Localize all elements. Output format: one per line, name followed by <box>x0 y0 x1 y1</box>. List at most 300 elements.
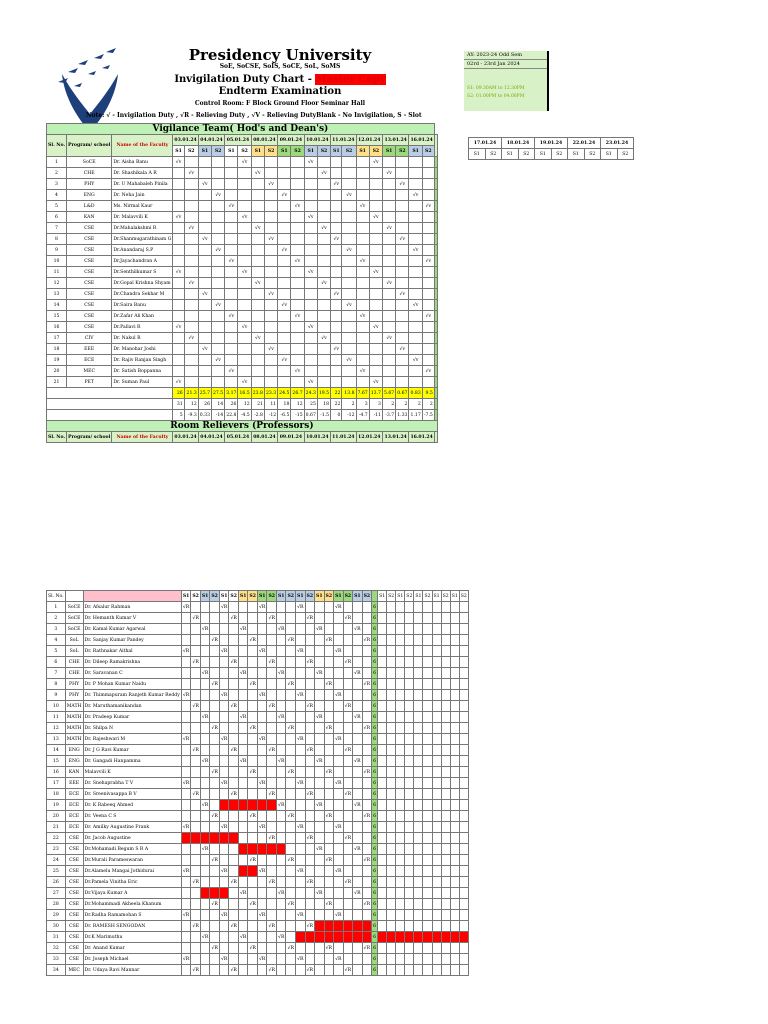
duty-cell: √R <box>305 701 315 712</box>
spacer-cell <box>434 399 437 410</box>
duty-cell <box>238 734 248 745</box>
duty-cell <box>396 833 405 844</box>
duty-cell <box>387 866 396 877</box>
spacer-cell <box>434 377 437 388</box>
duty-cell: √v <box>173 212 184 223</box>
total-cell: -12 <box>264 410 277 421</box>
duty-cell <box>315 701 325 712</box>
duty-cell <box>184 190 198 201</box>
duty-cell <box>278 377 291 388</box>
total-cell: -7.5 <box>422 410 434 421</box>
duty-cell <box>356 245 369 256</box>
duty-cell: √R <box>315 888 325 899</box>
duty-cell <box>238 168 251 179</box>
duty-cell <box>198 256 211 267</box>
row-program: SoL <box>65 646 83 657</box>
duty-cell <box>304 300 317 311</box>
duty-cell <box>315 877 325 888</box>
row-faculty-name: Dr.Gopal Krishna Shyam <box>112 278 173 289</box>
duty-cell <box>267 635 277 646</box>
duty-cell <box>405 822 414 833</box>
duty-cell: √R <box>276 888 286 899</box>
slot-label: S1 <box>200 591 210 602</box>
duty-cell <box>191 624 201 635</box>
spacer-cell <box>434 234 437 245</box>
row-number: 24 <box>47 855 66 866</box>
duty-cell <box>251 344 264 355</box>
duty-cell <box>210 668 220 679</box>
duty-cell <box>248 602 258 613</box>
duty-cell <box>441 789 450 800</box>
duty-cell <box>396 668 405 679</box>
duty-cell <box>248 866 258 877</box>
slot-label: S2 <box>342 146 356 157</box>
duty-cell <box>257 767 267 778</box>
row-program: EEE <box>67 344 112 355</box>
duty-cell <box>264 201 277 212</box>
duty-cell <box>459 712 468 723</box>
duty-cell <box>378 668 387 679</box>
duty-cell <box>432 767 441 778</box>
duty-cell <box>219 921 229 932</box>
duty-cell <box>387 811 396 822</box>
row-faculty-name: Dr. Rajiv Ranjan Singh <box>112 355 173 366</box>
duty-cell <box>225 234 238 245</box>
duty-cell <box>229 712 239 723</box>
duty-cell: √R <box>257 690 267 701</box>
spacer-cell <box>434 311 437 322</box>
duty-cell <box>362 624 372 635</box>
duty-cell <box>184 212 198 223</box>
duty-cell <box>423 965 432 976</box>
duty-cell <box>291 377 304 388</box>
duty-cell: √v <box>317 278 330 289</box>
duty-cell <box>369 223 382 234</box>
duty-cell <box>422 333 434 344</box>
duty-cell <box>331 223 342 234</box>
duty-cell: √R <box>343 789 353 800</box>
duty-cell: √R <box>210 943 220 954</box>
table-row <box>47 322 438 333</box>
duty-cell: √R <box>267 789 277 800</box>
spacer-cell: 6 <box>372 800 378 811</box>
duty-cell <box>432 954 441 965</box>
duty-cell <box>405 646 414 657</box>
total-cell: 0.67 <box>304 410 317 421</box>
duty-cell <box>459 888 468 899</box>
duty-cell <box>225 278 238 289</box>
duty-cell <box>291 300 304 311</box>
duty-cell <box>264 190 277 201</box>
duty-cell <box>405 767 414 778</box>
duty-cell <box>317 256 330 267</box>
totals-row <box>47 399 438 410</box>
duty-cell <box>405 668 414 679</box>
duty-cell: √R <box>191 745 201 756</box>
duty-cell <box>286 877 296 888</box>
spacer-cell: 6 <box>372 789 378 800</box>
duty-cell: √R <box>362 943 372 954</box>
duty-cell <box>251 190 264 201</box>
duty-cell <box>317 179 330 190</box>
duty-cell <box>219 613 229 624</box>
row-program: CSE <box>67 256 112 267</box>
duty-cell <box>324 866 334 877</box>
duty-cell: √R <box>296 646 306 657</box>
duty-cell <box>229 811 239 822</box>
duty-cell <box>286 833 296 844</box>
row-program: MATH <box>65 712 83 723</box>
duty-cell <box>267 624 277 635</box>
duty-cell <box>286 888 296 899</box>
date-header: 13.01.24 <box>382 432 408 443</box>
duty-cell <box>264 311 277 322</box>
duty-cell <box>181 943 191 954</box>
duty-cell <box>257 844 267 855</box>
duty-cell <box>276 965 286 976</box>
duty-cell <box>459 778 468 789</box>
duty-cell <box>387 789 396 800</box>
duty-cell <box>378 877 387 888</box>
duty-cell: √v <box>173 267 184 278</box>
spacer-cell: 6 <box>372 756 378 767</box>
slot-label: S1 <box>469 149 486 160</box>
duty-cell <box>422 212 434 223</box>
duty-cell <box>212 212 225 223</box>
duty-cell <box>378 910 387 921</box>
duty-cell <box>305 679 315 690</box>
spacer-cell: 6 <box>372 811 378 822</box>
duty-cell <box>238 234 251 245</box>
duty-cell <box>276 679 286 690</box>
duty-cell <box>229 855 239 866</box>
duty-cell <box>286 778 296 789</box>
duty-cell <box>396 822 405 833</box>
duty-cell: √v <box>173 157 184 168</box>
duty-cell <box>238 223 251 234</box>
duty-cell <box>441 723 450 734</box>
duty-cell <box>459 602 468 613</box>
table-row <box>47 778 469 789</box>
duty-cell <box>317 377 330 388</box>
duty-cell <box>369 234 382 245</box>
table-row <box>47 943 469 954</box>
row-faculty-name: Malavvili K <box>83 767 181 778</box>
duty-cell <box>441 778 450 789</box>
duty-cell <box>251 256 264 267</box>
duty-cell <box>405 701 414 712</box>
row-program: CSE <box>67 223 112 234</box>
duty-cell <box>200 646 210 657</box>
duty-cell <box>414 701 423 712</box>
duty-cell <box>459 877 468 888</box>
duty-cell: √v <box>264 179 277 190</box>
duty-cell <box>291 157 304 168</box>
duty-cell <box>184 377 198 388</box>
duty-cell <box>238 789 248 800</box>
duty-cell: √v <box>212 245 225 256</box>
duty-cell <box>441 888 450 899</box>
duty-cell <box>198 322 211 333</box>
duty-cell <box>362 932 372 943</box>
duty-cell <box>387 679 396 690</box>
duty-cell <box>382 300 395 311</box>
duty-cell <box>257 679 267 690</box>
date-header: 12.01.24 <box>356 135 382 146</box>
duty-cell <box>248 690 258 701</box>
duty-cell <box>387 712 396 723</box>
duty-cell <box>396 646 405 657</box>
total-cell: -15 <box>291 410 304 421</box>
duty-cell <box>362 778 372 789</box>
duty-cell <box>414 954 423 965</box>
row-program: CSE <box>65 899 83 910</box>
duty-cell <box>396 943 405 954</box>
duty-cell <box>382 234 395 245</box>
duty-cell <box>251 311 264 322</box>
duty-cell <box>441 657 450 668</box>
duty-cell <box>441 767 450 778</box>
duty-cell <box>423 668 432 679</box>
duty-cell <box>353 789 363 800</box>
duty-cell <box>356 289 369 300</box>
duty-cell <box>198 245 211 256</box>
duty-cell <box>387 833 396 844</box>
duty-cell <box>200 690 210 701</box>
duty-cell <box>423 844 432 855</box>
duty-cell: √R <box>181 602 191 613</box>
duty-cell <box>409 234 422 245</box>
duty-cell <box>362 668 372 679</box>
duty-cell <box>343 778 353 789</box>
duty-cell: √R <box>229 877 239 888</box>
duty-cell <box>409 157 422 168</box>
duty-cell <box>441 613 450 624</box>
slot-label: S2 <box>343 591 353 602</box>
row-number: 20 <box>47 811 66 822</box>
duty-cell <box>459 844 468 855</box>
duty-cell: √R <box>200 844 210 855</box>
total-cell: -11 <box>369 410 382 421</box>
row-program: SoCE <box>67 157 112 168</box>
duty-cell <box>238 855 248 866</box>
duty-cell: √R <box>238 932 248 943</box>
duty-cell: √v <box>173 377 184 388</box>
duty-cell <box>334 624 344 635</box>
duty-cell <box>396 690 405 701</box>
duty-cell <box>343 921 353 932</box>
duty-cell <box>387 888 396 899</box>
duty-cell <box>317 355 330 366</box>
duty-cell <box>414 822 423 833</box>
duty-cell <box>267 822 277 833</box>
row-program: L&D <box>67 201 112 212</box>
duty-cell <box>278 267 291 278</box>
duty-cell <box>423 833 432 844</box>
duty-cell <box>248 613 258 624</box>
duty-cell <box>432 800 441 811</box>
duty-cell <box>405 690 414 701</box>
duty-cell: √v <box>409 190 422 201</box>
row-program: CHE <box>67 168 112 179</box>
duty-cell <box>459 943 468 954</box>
slot-label: S1 <box>382 146 395 157</box>
duty-cell <box>191 668 201 679</box>
duty-cell <box>382 201 395 212</box>
spacer-cell: 6 <box>372 624 378 635</box>
totals-row <box>47 388 438 399</box>
duty-cell <box>356 344 369 355</box>
duty-cell <box>229 734 239 745</box>
duty-cell: √R <box>229 745 239 756</box>
duty-cell <box>184 300 198 311</box>
duty-cell <box>291 333 304 344</box>
duty-cell <box>276 855 286 866</box>
row-program: ENG <box>67 190 112 201</box>
row-number: 27 <box>47 888 66 899</box>
row-number: 14 <box>47 745 66 756</box>
duty-cell <box>291 168 304 179</box>
duty-cell <box>396 866 405 877</box>
row-faculty-name: Dr.Saira Banu <box>112 300 173 311</box>
duty-cell <box>304 223 317 234</box>
duty-cell <box>405 723 414 734</box>
duty-cell <box>331 201 342 212</box>
duty-cell <box>219 701 229 712</box>
duty-cell <box>291 212 304 223</box>
duty-cell <box>405 778 414 789</box>
duty-cell <box>296 965 306 976</box>
duty-cell: √R <box>305 745 315 756</box>
row-program: EEE <box>65 778 83 789</box>
duty-cell <box>181 635 191 646</box>
duty-cell <box>191 778 201 789</box>
duty-cell <box>423 899 432 910</box>
duty-cell <box>315 613 325 624</box>
duty-cell <box>369 366 382 377</box>
duty-cell <box>257 877 267 888</box>
duty-cell <box>387 690 396 701</box>
duty-cell <box>356 179 369 190</box>
slot-label: S1 <box>257 591 267 602</box>
duty-cell <box>441 712 450 723</box>
duty-cell <box>353 954 363 965</box>
duty-cell <box>278 157 291 168</box>
duty-cell: √R <box>353 888 363 899</box>
duty-cell <box>267 778 277 789</box>
duty-cell <box>343 943 353 954</box>
table-row <box>47 899 469 910</box>
duty-cell <box>238 300 251 311</box>
row-number: 5 <box>47 201 67 212</box>
duty-cell <box>405 635 414 646</box>
row-program: CSE <box>65 943 83 954</box>
spacer-cell <box>434 168 437 179</box>
row-faculty-name: Dr. Amilky Augustine Frank <box>83 822 181 833</box>
spacer-cell: 6 <box>372 888 378 899</box>
duty-cell: √R <box>286 855 296 866</box>
duty-cell: √R <box>257 954 267 965</box>
row-program: ECE <box>65 822 83 833</box>
duty-cell <box>450 668 459 679</box>
duty-cell <box>315 635 325 646</box>
row-program: CSE <box>67 289 112 300</box>
duty-cell <box>450 844 459 855</box>
duty-cell: √R <box>296 910 306 921</box>
duty-cell <box>210 602 220 613</box>
duty-cell <box>198 278 211 289</box>
duty-cell: √R <box>219 910 229 921</box>
duty-cell <box>296 712 306 723</box>
duty-cell: √v <box>304 212 317 223</box>
slot-label: S2 <box>405 591 414 602</box>
duty-cell <box>212 278 225 289</box>
duty-cell <box>248 888 258 899</box>
duty-cell <box>212 157 225 168</box>
duty-cell <box>191 767 201 778</box>
slot-label: S1 <box>432 591 441 602</box>
duty-cell <box>405 657 414 668</box>
duty-cell <box>276 745 286 756</box>
duty-cell <box>229 888 239 899</box>
duty-cell <box>324 954 334 965</box>
duty-cell <box>238 954 248 965</box>
duty-cell: √R <box>248 679 258 690</box>
table-row <box>47 745 469 756</box>
date-header: 23.01.24 <box>601 138 634 149</box>
row-program: ECE <box>65 789 83 800</box>
total-cell: 3.17 <box>225 388 238 399</box>
duty-cell <box>238 256 251 267</box>
row-number: 10 <box>47 701 66 712</box>
duty-cell <box>334 899 344 910</box>
duty-cell <box>184 157 198 168</box>
total-cell: 2 <box>396 399 409 410</box>
duty-cell <box>387 635 396 646</box>
duty-cell: √R <box>248 635 258 646</box>
duty-cell: √R <box>238 756 248 767</box>
duty-cell <box>450 877 459 888</box>
duty-cell <box>238 278 251 289</box>
duty-cell <box>441 910 450 921</box>
table-row <box>47 822 469 833</box>
duty-cell <box>257 723 267 734</box>
duty-cell <box>459 613 468 624</box>
duty-cell <box>278 201 291 212</box>
row-program: CSE <box>67 267 112 278</box>
duty-cell <box>334 767 344 778</box>
duty-cell <box>248 756 258 767</box>
row-program: SoCE <box>65 602 83 613</box>
duty-cell: √v <box>184 333 198 344</box>
slot1-time: S1: 09.30AM to 12.30PM <box>467 86 525 91</box>
duty-cell <box>296 624 306 635</box>
duty-cell <box>238 602 248 613</box>
total-cell: 1.33 <box>396 410 409 421</box>
duty-cell <box>305 888 315 899</box>
duty-cell <box>251 377 264 388</box>
duty-cell <box>405 844 414 855</box>
duty-cell <box>432 701 441 712</box>
duty-cell <box>248 668 258 679</box>
spacer-cell: 6 <box>372 712 378 723</box>
duty-cell: √R <box>200 712 210 723</box>
duty-cell <box>423 745 432 756</box>
duty-cell <box>459 734 468 745</box>
date-header: 08.01.24 <box>251 135 277 146</box>
duty-cell <box>409 289 422 300</box>
duty-cell <box>210 921 220 932</box>
